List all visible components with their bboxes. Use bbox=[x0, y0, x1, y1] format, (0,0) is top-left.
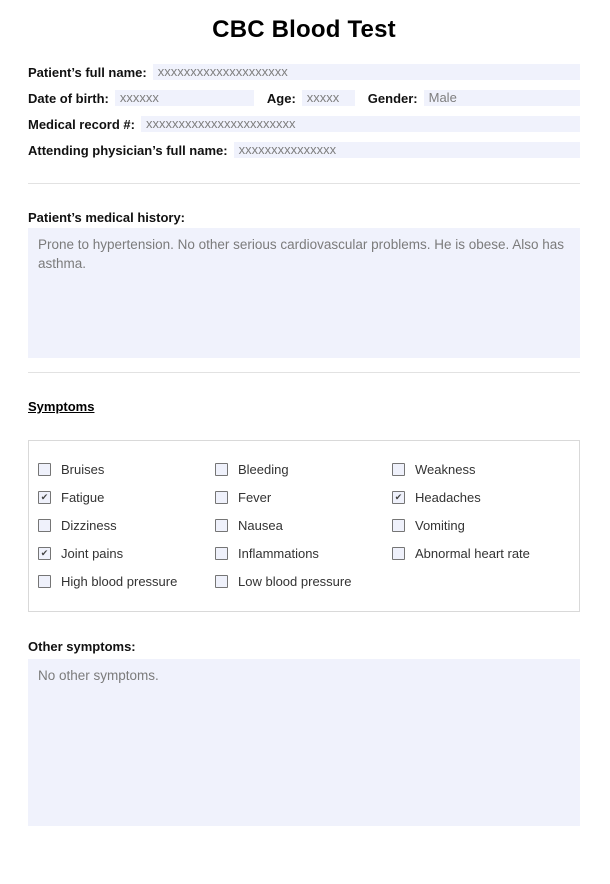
checkbox-joint-pains[interactable] bbox=[38, 547, 51, 560]
checkbox-weakness[interactable] bbox=[392, 463, 405, 476]
symptom-label-headaches: Headaches bbox=[415, 490, 481, 505]
patient-name-field[interactable]: xxxxxxxxxxxxxxxxxxxx bbox=[153, 64, 580, 80]
dob-field[interactable]: xxxxxx bbox=[115, 90, 254, 106]
symptom-item-fever[interactable] bbox=[215, 490, 392, 505]
symptoms-grid bbox=[38, 462, 579, 589]
patient-name-row bbox=[28, 64, 580, 80]
gender-field[interactable]: Male bbox=[424, 90, 580, 106]
dob-age-gender-row bbox=[28, 90, 580, 106]
checkbox-headaches[interactable] bbox=[392, 491, 405, 504]
symptom-item-abnormal-heart-rate[interactable] bbox=[392, 546, 579, 561]
gender-label: Gender: bbox=[367, 90, 418, 106]
symptom-item-weakness[interactable] bbox=[392, 462, 579, 477]
medical-history-textarea[interactable]: Prone to hypertension. No other serious cardiovascular problems. He is obese. Also has asthma. bbox=[28, 228, 580, 358]
symptom-label-abnormal-heart-rate: Abnormal heart rate bbox=[415, 546, 530, 561]
symptom-item-vomiting[interactable] bbox=[392, 518, 579, 533]
medical-record-row bbox=[28, 116, 580, 132]
patient-name-label: Patient’s full name: bbox=[28, 64, 147, 80]
symptoms-box bbox=[28, 440, 580, 612]
symptoms-heading: Symptoms bbox=[28, 399, 95, 414]
symptom-item-bleeding[interactable] bbox=[215, 462, 392, 477]
checkbox-nausea[interactable] bbox=[215, 519, 228, 532]
other-symptoms-textarea[interactable]: No other symptoms. bbox=[28, 659, 580, 826]
symptom-item-inflammations[interactable] bbox=[215, 546, 392, 561]
symptom-label-joint-pains: Joint pains bbox=[61, 546, 124, 561]
symptom-label-low-blood-pressure: Low blood pressure bbox=[238, 574, 352, 589]
physician-row bbox=[28, 142, 580, 158]
checkbox-high-blood-pressure[interactable] bbox=[38, 575, 51, 588]
age-label: Age: bbox=[266, 90, 296, 106]
symptom-item-low-blood-pressure[interactable] bbox=[215, 574, 392, 589]
symptom-item-fatigue[interactable] bbox=[38, 490, 215, 505]
checkbox-vomiting[interactable] bbox=[392, 519, 405, 532]
checkbox-bruises[interactable] bbox=[38, 463, 51, 476]
symptom-label-weakness: Weakness bbox=[415, 462, 476, 477]
section-divider bbox=[28, 183, 580, 184]
checkbox-dizziness[interactable] bbox=[38, 519, 51, 532]
symptom-label-vomiting: Vomiting bbox=[415, 518, 465, 533]
symptom-item-bruises[interactable] bbox=[38, 462, 215, 477]
checkbox-fatigue[interactable] bbox=[38, 491, 51, 504]
symptom-item-high-blood-pressure[interactable] bbox=[38, 574, 215, 589]
other-symptoms-label: Other symptoms: bbox=[28, 639, 136, 654]
symptom-label-inflammations: Inflammations bbox=[238, 546, 319, 561]
physician-label: Attending physician’s full name: bbox=[28, 142, 228, 158]
physician-field[interactable]: xxxxxxxxxxxxxxx bbox=[234, 142, 580, 158]
symptom-label-high-blood-pressure: High blood pressure bbox=[61, 574, 178, 589]
symptom-label-fatigue: Fatigue bbox=[61, 490, 105, 505]
symptom-label-dizziness: Dizziness bbox=[61, 518, 117, 533]
symptom-item-dizziness[interactable] bbox=[38, 518, 215, 533]
checkbox-fever[interactable] bbox=[215, 491, 228, 504]
dob-label: Date of birth: bbox=[28, 90, 109, 106]
checkbox-inflammations[interactable] bbox=[215, 547, 228, 560]
medical-history-label: Patient’s medical history: bbox=[28, 210, 186, 225]
checkbox-abnormal-heart-rate[interactable] bbox=[392, 547, 405, 560]
section-divider bbox=[28, 372, 580, 373]
checkbox-low-blood-pressure[interactable] bbox=[215, 575, 228, 588]
symptom-label-bleeding: Bleeding bbox=[238, 462, 289, 477]
symptom-label-fever: Fever bbox=[238, 490, 272, 505]
symptom-label-nausea: Nausea bbox=[238, 518, 283, 533]
page-title: CBC Blood Test bbox=[212, 16, 396, 43]
symptom-label-bruises: Bruises bbox=[61, 462, 105, 477]
medical-record-label: Medical record #: bbox=[28, 116, 135, 132]
checkbox-bleeding[interactable] bbox=[215, 463, 228, 476]
symptom-item-joint-pains[interactable] bbox=[38, 546, 215, 561]
symptom-item-headaches[interactable] bbox=[392, 490, 579, 505]
medical-record-field[interactable]: xxxxxxxxxxxxxxxxxxxxxxx bbox=[141, 116, 580, 132]
age-field[interactable]: xxxxx bbox=[302, 90, 355, 106]
symptom-item-nausea[interactable] bbox=[215, 518, 392, 533]
